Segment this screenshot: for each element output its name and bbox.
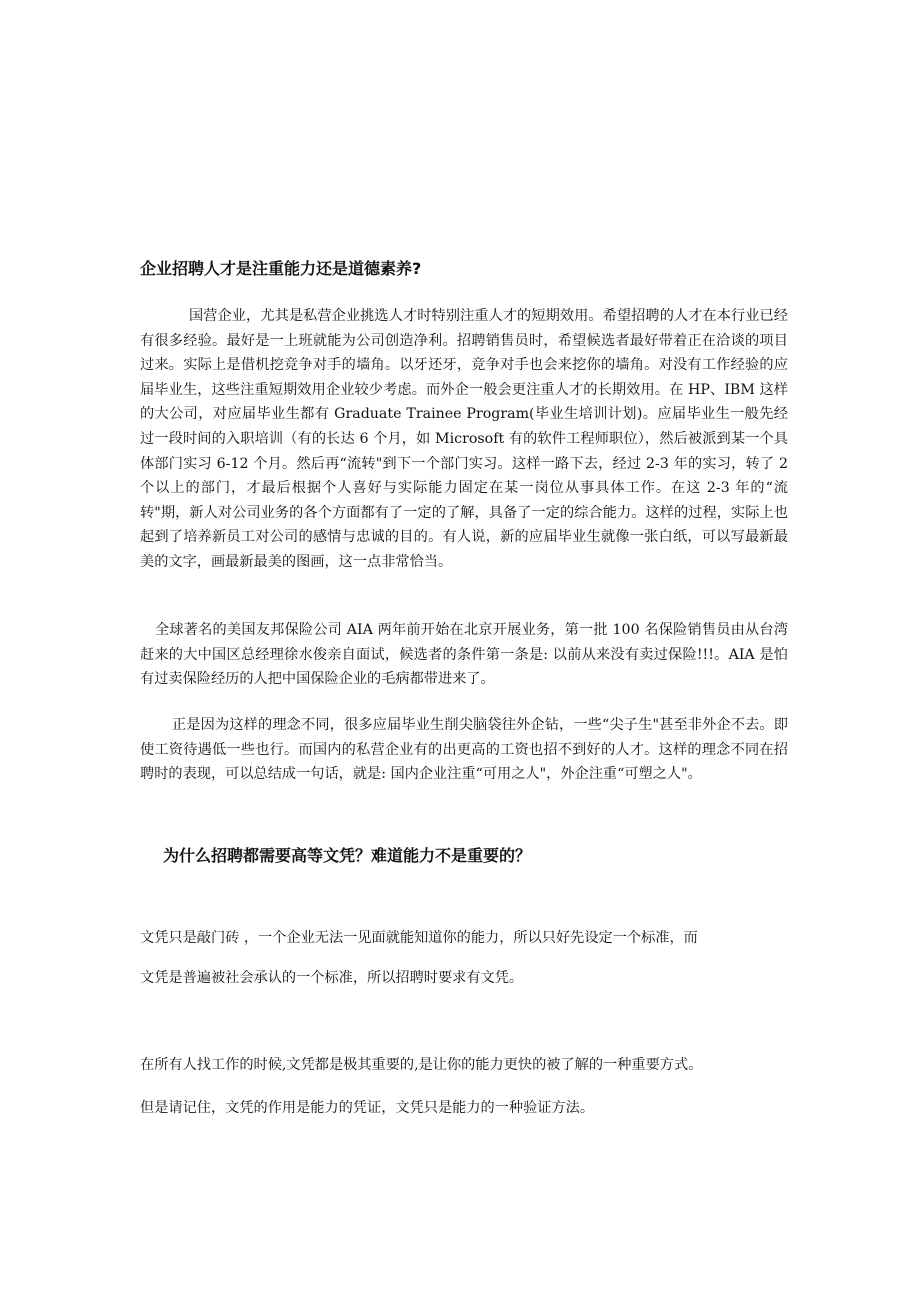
paragraph-philosophy-difference: 正是因为这样的理念不同，很多应届毕业生削尖脑袋往外企钻，一些“尖子生"甚至非外企不去。即使工资待遇低一些也行。而国内的私营企业有的出更高的工资也招不到好的人才。这样的理念不同在招聘时的表现，可以总结成一句话，就是: 国内企业注重“可用之人"，外企注重“可塑之人"。 — [140, 717, 788, 783]
text-line-4: 但是请记住，文凭的作用是能力的凭证，文凭只是能力的一种验证方法。 — [140, 1100, 595, 1116]
text-line-3: 在所有人找工作的时候,文凭都是极其重要的,是让你的能力更快的被了解的一种重要方式。 — [140, 1057, 703, 1073]
section-heading-recruitment: 企业招聘人才是注重能力还是道德素养? — [140, 259, 422, 278]
paragraph-aia-example: 全球著名的美国友邦保险公司 AIA 两年前开始在北京开展业务，第一批 100 名保险销售员由从台湾赶来的大中国区总经理徐水俊亲自面试，候选者的条件第一条是: 以前从来没有卖过保险!!!。AIA 是怕有过卖保险经历的人把中国保险企业的毛病都带进来了。 — [140, 622, 788, 688]
text-line-1: 文凭只是敲门砖 ，一个企业无法一见面就能知道你的能力，所以只好先设定一个标准，而 — [140, 930, 698, 946]
paragraph-talent-utility: 国营企业，尤其是私营企业挑选人才时特别注重人才的短期效用。希望招聘的人才在本行业已经有很多经验。最好是一上班就能为公司创造净利。招聘销售员时，希望候选者最好带着正在洽谈的项目过来。实际上是借机挖竞争对手的墙角。以牙还牙，竞争对手也会来挖你的墙角。对没有工作经验的应届毕业生，这些注重短期效用企业较少考虑。而外企一般会更注重人才的长期效用。在 HP、IBM 这样的大公司，对应届毕业生都有 Graduate Trainee Program(毕业生培训计划)。应届毕业生一般先经过一段时间的入职培训（有的长达 6 个月，如 Microsoft 有的软件工程师职位），然后被派到某一个具体部门实习 6-12 个月。然后再“流转"到下一个部门实习。这样一路下去，经过 2-3 年的实习，转了 2 个以上的部门，才最后根据个人喜好与实际能力固定在某一岗位从事具体工作。在这 2-3 年的“流转"期，新人对公司业务的各个方面都有了一定的了解，具备了一定的综合能力。这样的过程，实际上也起到了培养新员工对公司的感情与忠诚的目的。有人说，新的应届毕业生就像一张白纸，可以写最新最美的文字，画最新最美的图画，这一点非常恰当。 — [140, 308, 788, 570]
text-line-2: 文凭是普遍被社会承认的一个标准，所以招聘时要求有文凭。 — [140, 970, 524, 986]
section-heading-diploma: 为什么招聘都需要高等文凭？难道能力不是重要的？ — [163, 846, 532, 865]
